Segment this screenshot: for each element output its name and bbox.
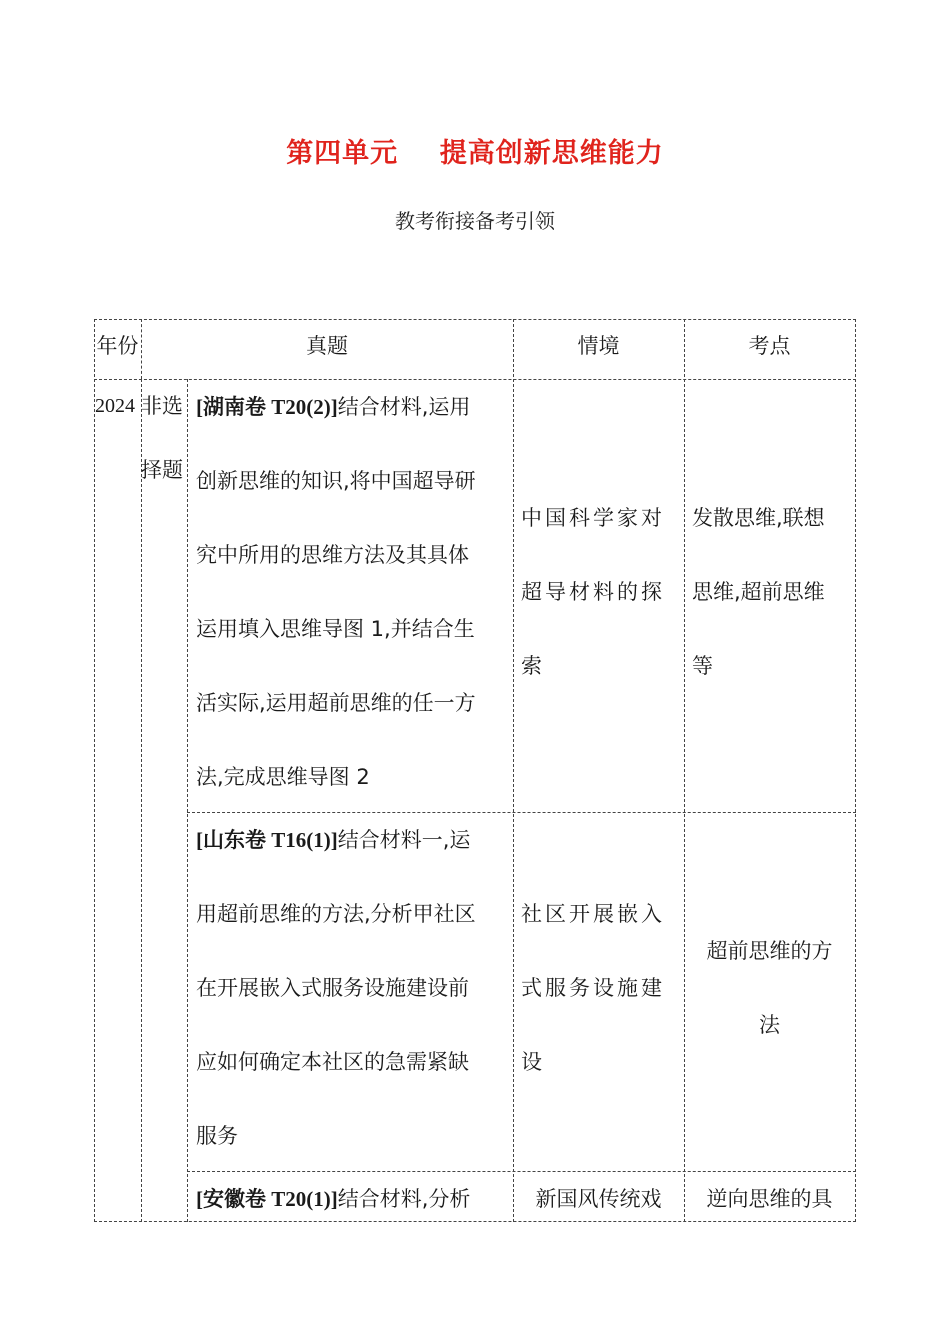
- row3-context: 新国风传统戏: [535, 1187, 662, 1211]
- header-question: 真题: [306, 334, 348, 358]
- row2-context: 社区开展嵌入 式服务设施建 设: [521, 902, 665, 1074]
- row1-question: [湖南卷 T20(2)]结合材料,运用 创新思维的知识,将中国超导研 究中所用的思维方法及其具体 运用填入思维导图 1,并结合生 活实际,运用超前思维的任一方 法,完成思维导图 2: [196, 395, 476, 789]
- category-line-1: 非选: [141, 394, 183, 418]
- year-cell: 2024: [95, 395, 135, 417]
- row3-question: [安徽卷 T20(1)]结合材料,分析: [196, 1187, 471, 1211]
- page-subtitle: 教考衔接备考引领: [395, 209, 555, 233]
- row1-points: 发散思维,联想 思维,超前思维 等: [692, 506, 825, 678]
- row1-context: 中国科学家对 超导材料的探 索: [521, 506, 665, 678]
- page-title: 第四单元 提高创新思维能力: [286, 138, 664, 169]
- exam-table: [94, 319, 856, 1222]
- header-year: 年份: [96, 334, 139, 358]
- row2-question: [山东卷 T16(1)]结合材料一,运 用超前思维的方法,分析甲社区 在开展嵌入式服务设施建设前 应如何确定本社区的急需紧缺 服务: [196, 828, 476, 1148]
- row3-source-tag: [安徽卷 T20(1)]: [196, 1187, 338, 1211]
- row2-points: 超前思维的方 法: [706, 939, 833, 1037]
- row1-source-tag: [湖南卷 T20(2)]: [196, 395, 338, 419]
- category-line-2: 择题: [141, 458, 183, 482]
- row3-points: 逆向思维的具: [706, 1187, 833, 1211]
- header-context: 情境: [577, 334, 620, 358]
- row2-source-tag: [山东卷 T16(1)]: [196, 828, 338, 852]
- header-points: 考点: [748, 334, 791, 358]
